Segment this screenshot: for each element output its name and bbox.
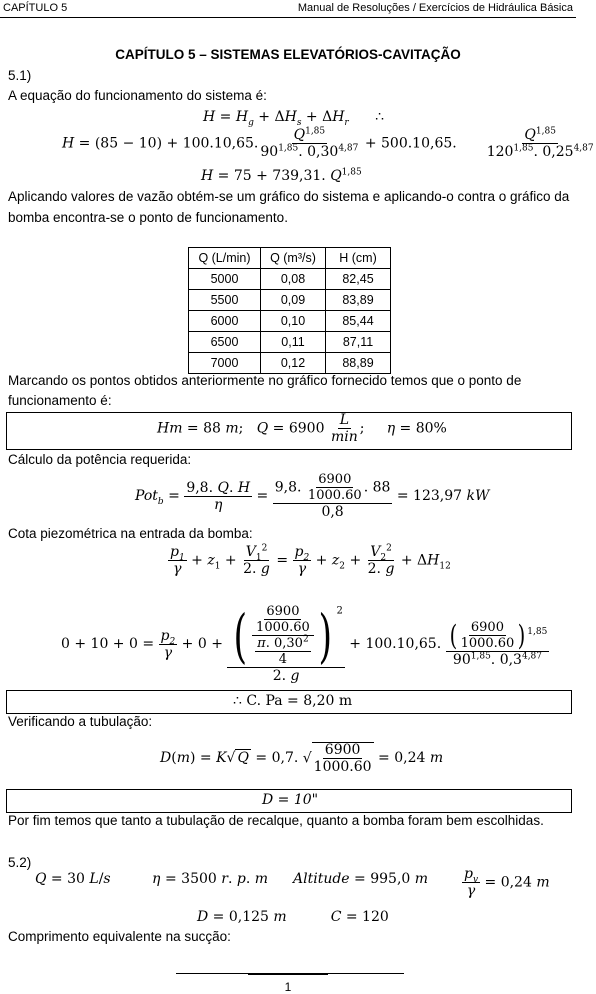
table-cell: 83,89: [326, 290, 391, 311]
chapter-title: CAPÍTULO 5 – SISTEMAS ELEVATÓRIOS-CAVITAÇÃO: [115, 47, 461, 62]
diameter-equation: D(m) = K√ Q = 0,7. √ $\frac{6900}{1000.60}$ = 0,24 m: [160, 742, 444, 775]
exercise-label-5-1: 5.1): [8, 68, 32, 83]
verify-text: Verificando a tubulação:: [8, 714, 153, 729]
table-cell: 85,44: [326, 311, 391, 332]
table-header: H (cm): [326, 248, 391, 269]
table-cell: 6000: [189, 311, 261, 332]
table-row: [189, 353, 391, 374]
ex2-given-data-row-1: Q = 30 L/s η = 3500 r. p. m Altitude = 995,0 m $\frac{p_v}{\gamma}$ = 0,24 m: [35, 866, 550, 899]
exercise-label-5-2: 5.2): [8, 855, 32, 870]
table-cell: 5500: [189, 290, 261, 311]
table-row: [189, 332, 391, 353]
table-row: [189, 290, 391, 311]
conclusion-text: Por fim temos que tanto a tubulação de recalque, quanto a bomba foram bem escolhidas.: [8, 813, 544, 828]
mark-text-line-2: funcionamento é:: [8, 393, 112, 408]
table-cell: 0,08: [261, 269, 326, 290]
cpa-result: ∴ C. Pa = 8,20 m: [233, 693, 353, 709]
power-equation: Pot$_b$ = $\frac{9,8. Q. H}{\eta}$ = 9,8. $\frac{6900}{1000.60}$ . 88 0,8 = 123,97 kW: [135, 472, 490, 520]
bernoulli-equation: $\frac{p_1}{\gamma}$ + $z_1$ + $\frac{V_1^2}{2. g}$ = $\frac{p_2}{\gamma}$ + $z_2$ + $\frac{V_2^2}{2. g}$ + $\Delta H_{12}$: [170, 543, 451, 577]
power-text: Cálculo da potência requerida:: [8, 452, 192, 467]
equation-head-simplified: H = 75 + 739,31. Q$^{1,85}$: [201, 167, 362, 184]
table-cell: 0,10: [261, 311, 326, 332]
entry-pressure-equation: 0 + 10 + 0 = $\frac{p_2}{\gamma}$ + 0 + ( $\frac{\frac{6900}{1000.60}}{\frac{\pi. 0,30^2}{4}}$ ) $^2$ 2. g + 100.10,65. ( $\frac{6900}{1000.60}$ ) $^{1,85}$ 90$^{1,85}$. 0,3$^{4,87}$: [61, 601, 548, 684]
table-cell: 0,09: [261, 290, 326, 311]
table-row: [189, 269, 391, 290]
apply-text-line-1: Aplicando valores de vazão obtém-se um gráfico do sistema e aplicando-o contra o gráfico da: [8, 189, 570, 204]
footer-divider-accent: [248, 973, 328, 975]
equation-head-expanded: H = (85 − 10) + 100.10,65. $\frac{Q^{1,85}}{90^{1,85}. 0,30^{4,87}}$ + 500.10,65. $\frac{Q^{1,85}}{120^{1,85}. 0,25^{4,87}}$: [62, 126, 594, 160]
table-row: [189, 311, 391, 332]
mark-text-line-1: Marcando os pontos obtidos anteriormente no gráfico fornecido temos que o ponto de: [8, 373, 522, 388]
table-cell: 0,12: [261, 353, 326, 374]
table-header: Q (m³/s): [261, 248, 326, 269]
table-cell: 87,11: [326, 332, 391, 353]
table-cell: 5000: [189, 269, 261, 290]
equation-system-head: $H = H_g + \Delta H_s + \Delta H_r$ ∴: [203, 109, 385, 128]
table-cell: 7000: [189, 353, 261, 374]
cota-text: Cota piezométrica na entrada da bomba:: [8, 526, 253, 541]
table-cell: 82,45: [326, 269, 391, 290]
header-chapter: CAPÍTULO 5: [3, 2, 68, 14]
intro-text: A equação do funcionamento do sistema é:: [8, 88, 267, 103]
table-cell: 0,11: [261, 332, 326, 353]
table-cell: 88,89: [326, 353, 391, 374]
header-divider: [0, 17, 576, 18]
table-cell: 6500: [189, 332, 261, 353]
ex2-given-data-row-2: D = 0,125 m C = 120: [197, 909, 389, 925]
flow-head-table: [188, 247, 391, 374]
apply-text-line-2: bomba encontra-se o ponto de funcionamento.: [8, 210, 288, 225]
equiv-length-text: Comprimento equivalente na sucção:: [8, 929, 231, 944]
header-book-title: Manual de Resoluções / Exercícios de Hidráulica Básica: [297, 2, 573, 14]
operating-point-equation: Hm = 88 m; Q = 6900 $\frac{L}{\min}$ ; η = 80%: [157, 412, 447, 445]
diameter-result: D = 10": [262, 792, 319, 808]
page-number: 1: [284, 980, 292, 994]
table-header: Q (L/min): [189, 248, 261, 269]
